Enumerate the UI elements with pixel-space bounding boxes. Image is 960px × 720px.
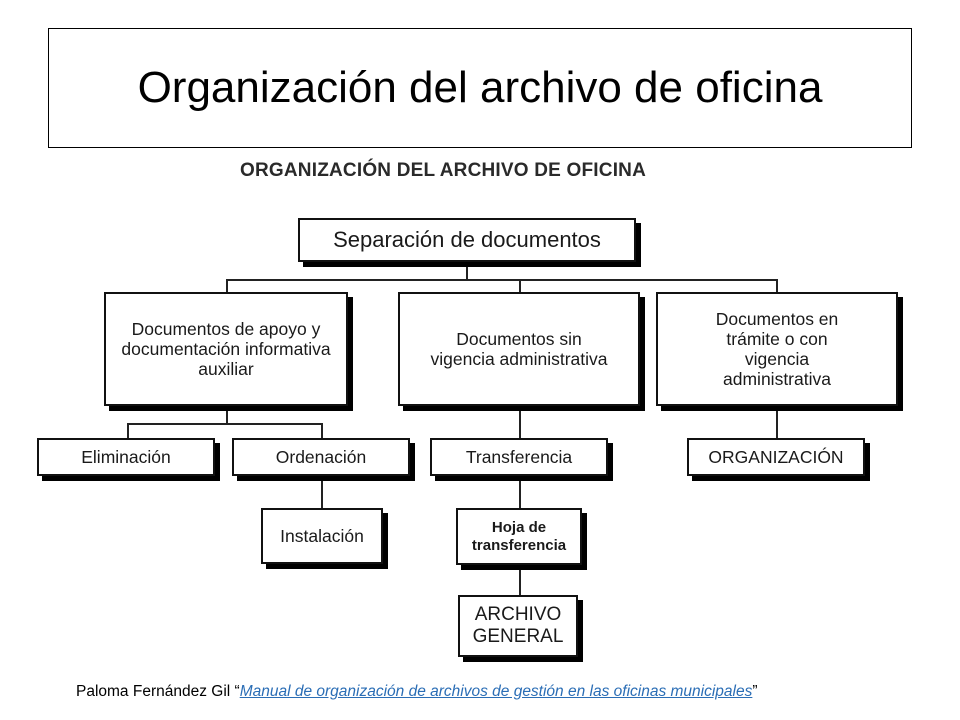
- connector-hoja-archivo: [519, 565, 521, 595]
- node-hoja-transferencia: [456, 508, 582, 565]
- connector-apoyo-down: [226, 406, 228, 424]
- slide-title: Organización del archivo de oficina: [137, 63, 823, 112]
- connector-to-ordenacion: [321, 423, 323, 438]
- node-eliminacion: [37, 438, 215, 476]
- connector-apoyo-bar: [127, 423, 323, 425]
- node-transferencia: [430, 438, 608, 476]
- node-organizacion-label: ORGANIZACIÓN: [708, 446, 844, 467]
- node-archivo-general-label: ARCHIVO GENERAL: [472, 604, 564, 647]
- node-apoyo-label: Documentos de apoyo y documentación informativa auxiliar: [121, 318, 331, 380]
- node-archivo-general: [458, 595, 578, 657]
- connector-root-down: [466, 262, 468, 280]
- node-eliminacion-label: Eliminación: [81, 446, 171, 467]
- connector-transferencia-hoja: [519, 476, 521, 508]
- footer-reference-link[interactable]: Manual de organización de archivos de gestión en las oficinas municipales: [239, 683, 753, 700]
- connector-to-apoyo: [226, 279, 228, 292]
- node-instalacion-label: Instalación: [280, 525, 364, 546]
- footer-citation: [76, 683, 758, 701]
- footer-closing-quote: ”: [752, 683, 758, 700]
- node-transferencia-label: Transferencia: [465, 446, 573, 467]
- node-ordenacion-label: Ordenación: [275, 446, 367, 467]
- node-apoyo: [104, 292, 348, 406]
- footer-author: Paloma Fernández Gil “: [76, 683, 240, 700]
- node-hoja-transferencia-label: Hoja de transferencia: [471, 519, 567, 554]
- connector-to-tramite: [776, 279, 778, 292]
- node-organizacion: [687, 438, 865, 476]
- connector-tramite-organizacion: [776, 406, 778, 438]
- connector-to-sin-vigencia: [519, 279, 521, 292]
- connector-ordenacion-instalacion: [321, 476, 323, 508]
- node-ordenacion: [232, 438, 410, 476]
- node-instalacion: [261, 508, 383, 564]
- connector-to-eliminacion: [127, 423, 129, 438]
- node-sin-vigencia: [398, 292, 640, 406]
- connector-branch-bar: [226, 279, 778, 281]
- slide-title-box: [48, 28, 912, 148]
- node-root: [298, 218, 636, 262]
- node-tramite-label: Documentos en trámite o con vigencia administrativa: [715, 308, 839, 390]
- diagram-heading: ORGANIZACIÓN DEL ARCHIVO DE OFICINA: [240, 160, 647, 181]
- node-tramite: [656, 292, 898, 406]
- node-sin-vigencia-label: Documentos sin vigencia administrativa: [430, 328, 608, 369]
- node-root-label: Separación de documentos: [333, 227, 601, 253]
- connector-sin-vigencia-transferencia: [519, 406, 521, 438]
